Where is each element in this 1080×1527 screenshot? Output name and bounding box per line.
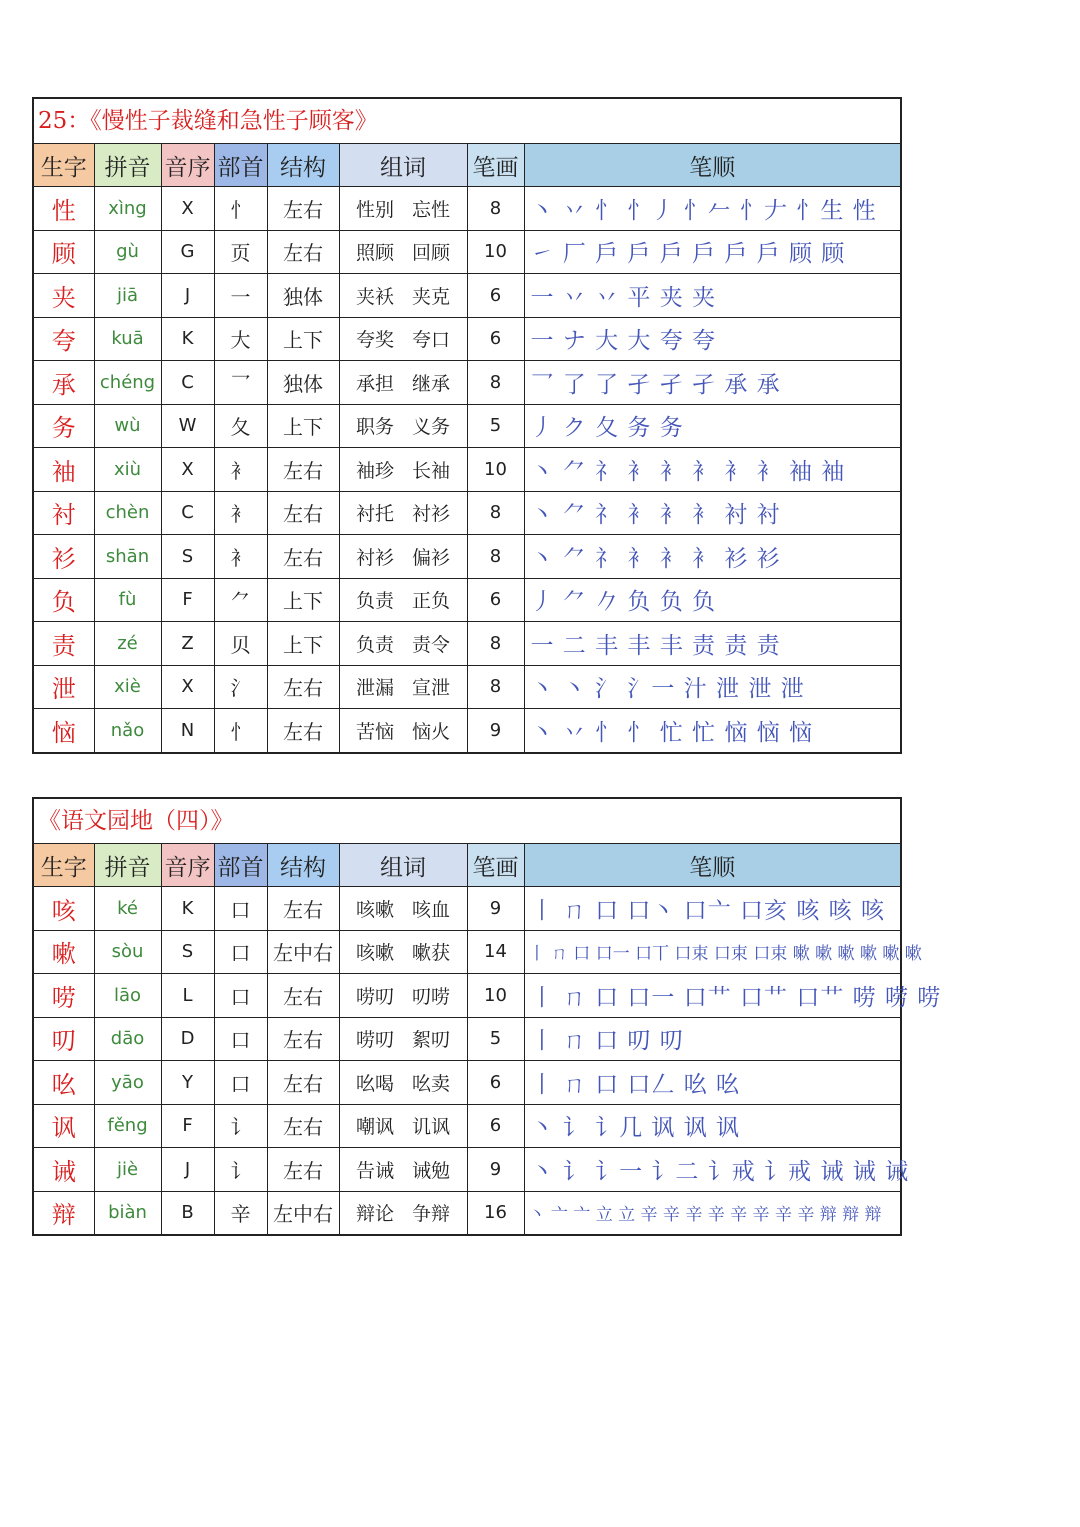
word-1: 衬衫 <box>355 546 394 569</box>
header-structure: 结构 <box>267 144 339 187</box>
words-cell <box>339 274 467 318</box>
word-2: 回顾 <box>412 242 451 265</box>
word-2: 义务 <box>412 416 451 439</box>
stroke-count-cell: 8 <box>467 622 524 666</box>
header-structure: 结构 <box>267 844 339 887</box>
table-row <box>34 622 900 666</box>
table-row <box>34 535 900 579</box>
word-2: 继承 <box>412 372 451 395</box>
stroke-count-cell: 9 <box>467 709 524 752</box>
phonetic-order-cell: J <box>161 274 214 318</box>
language-garden-4-table <box>32 797 942 1236</box>
word-2: 衬衫 <box>412 503 451 526</box>
phonetic-order-cell: W <box>161 404 214 448</box>
table-row <box>34 317 900 361</box>
stroke-order-cell: 丶 丷 忄 忄 忙 忙 恼 恼 恼 <box>524 709 900 752</box>
structure-cell: 左右 <box>267 230 339 274</box>
words-cell <box>339 491 467 535</box>
stroke-order-cell: 丶 丷 忄 忄丿 忄𠂉 忄𠂇 忄生 性 <box>524 187 900 231</box>
word-1: 职务 <box>355 416 394 439</box>
radical-cell: 口 <box>214 930 267 974</box>
stroke-order-cell: 丨 ㄇ 口 口𠃋 吆 吆 <box>524 1061 900 1105</box>
header-strokes: 笔画 <box>467 144 524 187</box>
header-row <box>34 844 900 887</box>
stroke-order-cell: 乛 了 了 孑 孑 孑 承 承 <box>524 361 900 405</box>
stroke-count-cell: 6 <box>467 274 524 318</box>
table-row <box>34 709 900 752</box>
structure-cell: 左右 <box>267 974 339 1018</box>
header-char: 生字 <box>34 144 94 187</box>
stroke-order-cell: 一 二 丰 丰 丰 责 责 责 <box>524 622 900 666</box>
header-char: 生字 <box>34 844 94 887</box>
phonetic-order-cell: N <box>161 709 214 752</box>
pinyin-cell: xiù <box>94 448 161 492</box>
structure-cell: 上下 <box>267 578 339 622</box>
words-cell <box>339 361 467 405</box>
word-2: 嗽获 <box>412 942 451 965</box>
phonetic-order-cell: Y <box>161 1061 214 1105</box>
character-cell: 诫 <box>34 1148 94 1192</box>
radical-cell: 辛 <box>214 1191 267 1234</box>
pinyin-cell: chéng <box>94 361 161 405</box>
structure-cell: 左右 <box>267 1017 339 1061</box>
phonetic-order-cell: Z <box>161 622 214 666</box>
radical-cell: ⺈ <box>214 578 267 622</box>
phonetic-order-cell: F <box>161 578 214 622</box>
stroke-count-cell: 8 <box>467 665 524 709</box>
radical-cell: 乛 <box>214 361 267 405</box>
table-row <box>34 887 900 931</box>
table-row <box>34 1061 900 1105</box>
table-body <box>34 887 942 1235</box>
table-row <box>34 361 900 405</box>
character-cell: 讽 <box>34 1104 94 1148</box>
word-1: 唠叨 <box>355 985 394 1008</box>
pinyin-cell: jiè <box>94 1148 161 1192</box>
words-cell <box>339 1104 467 1148</box>
phonetic-order-cell: X <box>161 665 214 709</box>
words-cell <box>339 709 467 752</box>
pinyin-cell: lāo <box>94 974 161 1018</box>
phonetic-order-cell: S <box>161 535 214 579</box>
words-cell <box>339 317 467 361</box>
header-words: 组词 <box>339 844 467 887</box>
stroke-order-cell: 丿 ク 夂 务 务 <box>524 404 900 448</box>
word-2: 夹克 <box>412 285 451 308</box>
table-row <box>34 1017 900 1061</box>
pinyin-cell: xiè <box>94 665 161 709</box>
phonetic-order-cell: C <box>161 491 214 535</box>
header-sequence: 笔顺 <box>524 144 900 187</box>
phonetic-order-cell: S <box>161 930 214 974</box>
stroke-count-cell: 8 <box>467 361 524 405</box>
phonetic-order-cell: C <box>161 361 214 405</box>
stroke-order-cell: 丶 ⺈ 礻 衤 衤 衤 衬 衬 <box>524 491 900 535</box>
phonetic-order-cell: G <box>161 230 214 274</box>
words-cell <box>339 448 467 492</box>
word-2: 责令 <box>412 633 451 656</box>
word-2: 偏衫 <box>412 546 451 569</box>
radical-cell: 氵 <box>214 665 267 709</box>
pinyin-cell: wù <box>94 404 161 448</box>
stroke-count-cell: 9 <box>467 887 524 931</box>
pinyin-cell: sòu <box>94 930 161 974</box>
structure-cell: 上下 <box>267 622 339 666</box>
table-row <box>34 1191 900 1234</box>
table-row <box>34 448 900 492</box>
structure-cell: 左右 <box>267 1104 339 1148</box>
character-cell: 承 <box>34 361 94 405</box>
character-cell: 袖 <box>34 448 94 492</box>
words-cell <box>339 187 467 231</box>
words-cell <box>339 1061 467 1105</box>
character-cell: 衬 <box>34 491 94 535</box>
table-row <box>34 491 900 535</box>
phonetic-order-cell: L <box>161 974 214 1018</box>
stroke-order-cell: 一 丷 丷 平 夹 夹 <box>524 274 900 318</box>
pinyin-cell: yāo <box>94 1061 161 1105</box>
header-row <box>34 144 900 187</box>
table-row <box>34 230 900 274</box>
word-1: 照顾 <box>355 242 394 265</box>
stroke-order-cell: 丶 丶 氵 氵一 汁 泄 泄 泄 <box>524 665 900 709</box>
pinyin-cell: zé <box>94 622 161 666</box>
pinyin-cell: xìng <box>94 187 161 231</box>
pinyin-cell: nǎo <box>94 709 161 752</box>
character-cell: 辩 <box>34 1191 94 1234</box>
word-2: 讥讽 <box>412 1116 451 1139</box>
pinyin-cell: gù <box>94 230 161 274</box>
word-2: 絮叨 <box>412 1029 451 1052</box>
words-cell <box>339 665 467 709</box>
character-cell: 嗽 <box>34 930 94 974</box>
header-radical: 部首 <box>214 144 267 187</box>
header-order: 音序 <box>161 144 214 187</box>
structure-cell: 独体 <box>267 274 339 318</box>
character-cell: 衫 <box>34 535 94 579</box>
stroke-count-cell: 8 <box>467 491 524 535</box>
word-2: 长袖 <box>412 459 451 482</box>
words-cell <box>339 622 467 666</box>
header-words: 组词 <box>339 144 467 187</box>
radical-cell: 口 <box>214 1017 267 1061</box>
structure-cell: 左右 <box>267 1061 339 1105</box>
pinyin-cell: fěng <box>94 1104 161 1148</box>
word-2: 正负 <box>412 590 451 613</box>
stroke-count-cell: 6 <box>467 578 524 622</box>
word-2: 吆卖 <box>412 1072 451 1095</box>
structure-cell: 上下 <box>267 404 339 448</box>
radical-cell: 忄 <box>214 187 267 231</box>
table-row <box>34 404 900 448</box>
word-2: 诫勉 <box>412 1159 451 1182</box>
character-cell: 吆 <box>34 1061 94 1105</box>
pinyin-cell: shān <box>94 535 161 579</box>
table-row <box>34 187 900 231</box>
stroke-count-cell: 16 <box>467 1191 524 1234</box>
stroke-count-cell: 8 <box>467 187 524 231</box>
stroke-count-cell: 8 <box>467 535 524 579</box>
character-cell: 恼 <box>34 709 94 752</box>
stroke-count-cell: 10 <box>467 448 524 492</box>
words-cell <box>339 930 467 974</box>
radical-cell: 口 <box>214 887 267 931</box>
stroke-order-cell: 丶 讠 讠几 讽 讽 讽 <box>524 1104 900 1148</box>
structure-cell: 左右 <box>267 887 339 931</box>
stroke-count-cell: 6 <box>467 317 524 361</box>
word-2: 叨唠 <box>412 985 451 1008</box>
word-1: 唠叨 <box>355 1029 394 1052</box>
pinyin-cell: ké <box>94 887 161 931</box>
stroke-count-cell: 6 <box>467 1104 524 1148</box>
word-2: 夸口 <box>412 329 451 352</box>
radical-cell: 衤 <box>214 535 267 579</box>
word-1: 负责 <box>355 590 394 613</box>
stroke-order-cell: 丶 讠 讠一 讠二 讠戒 讠戒 诫 诫 诫 <box>524 1148 900 1192</box>
character-cell: 责 <box>34 622 94 666</box>
phonetic-order-cell: J <box>161 1148 214 1192</box>
word-1: 泄漏 <box>355 677 394 700</box>
table-row <box>34 274 900 318</box>
word-1: 袖珍 <box>355 459 394 482</box>
stroke-count-cell: 5 <box>467 404 524 448</box>
words-cell <box>339 578 467 622</box>
character-cell: 咳 <box>34 887 94 931</box>
section-title: 25：《慢性子裁缝和急性子顾客》 <box>34 99 900 144</box>
header-strokes: 笔画 <box>467 844 524 887</box>
radical-cell: 衤 <box>214 491 267 535</box>
phonetic-order-cell: K <box>161 317 214 361</box>
stroke-count-cell: 9 <box>467 1148 524 1192</box>
structure-cell: 左中右 <box>267 930 339 974</box>
radical-cell: 贝 <box>214 622 267 666</box>
radical-cell: 口 <box>214 974 267 1018</box>
word-1: 告诫 <box>355 1159 394 1182</box>
phonetic-order-cell: X <box>161 448 214 492</box>
table-row <box>34 1104 900 1148</box>
structure-cell: 左右 <box>267 665 339 709</box>
character-cell: 叨 <box>34 1017 94 1061</box>
pinyin-cell: jiā <box>94 274 161 318</box>
section-title: 《语文园地（四）》 <box>34 799 900 844</box>
character-cell: 夸 <box>34 317 94 361</box>
header-order: 音序 <box>161 844 214 887</box>
word-1: 咳嗽 <box>355 942 394 965</box>
radical-cell: 页 <box>214 230 267 274</box>
phonetic-order-cell: B <box>161 1191 214 1234</box>
word-2: 恼火 <box>412 720 451 743</box>
radical-cell: 忄 <box>214 709 267 752</box>
lesson-25-table <box>32 97 902 754</box>
word-2: 宣泄 <box>412 677 451 700</box>
header-pinyin: 拼音 <box>94 844 161 887</box>
structure-cell: 上下 <box>267 317 339 361</box>
phonetic-order-cell: X <box>161 187 214 231</box>
words-cell <box>339 1017 467 1061</box>
stroke-count-cell: 10 <box>467 974 524 1018</box>
character-cell: 性 <box>34 187 94 231</box>
stroke-order-cell: 丨 ㄇ 口 口一 口丅 口束 口束 口束 嗽 嗽 嗽 嗽 嗽 嗽 <box>524 930 900 974</box>
table-row <box>34 578 900 622</box>
word-2: 争辩 <box>412 1203 451 1226</box>
pinyin-cell: chèn <box>94 491 161 535</box>
radical-cell: 口 <box>214 1061 267 1105</box>
pinyin-cell: kuā <box>94 317 161 361</box>
radical-cell: 讠 <box>214 1148 267 1192</box>
stroke-order-cell: 丨 ㄇ 口 口一 口艹 口艹 口艹 唠 唠 唠 <box>524 974 900 1018</box>
stroke-count-cell: 14 <box>467 930 524 974</box>
word-2: 忘性 <box>412 198 451 221</box>
structure-cell: 左右 <box>267 535 339 579</box>
structure-cell: 左右 <box>267 491 339 535</box>
stroke-order-cell: 丨 ㄇ 口 叨 叨 <box>524 1017 900 1061</box>
phonetic-order-cell: D <box>161 1017 214 1061</box>
pinyin-cell: biàn <box>94 1191 161 1234</box>
pinyin-cell: dāo <box>94 1017 161 1061</box>
radical-cell: 夂 <box>214 404 267 448</box>
stroke-order-cell: 丶 亠 亠 立 立 辛 辛 辛 辛 辛 辛 辛 辛 辩 辩 辩 <box>524 1191 900 1234</box>
character-table <box>34 844 942 1234</box>
words-cell <box>339 1191 467 1234</box>
structure-cell: 左中右 <box>267 1191 339 1234</box>
stroke-order-cell: 丨 ㄇ 口 口丶 口亠 口亥 咳 咳 咳 <box>524 887 900 931</box>
character-table <box>34 144 900 752</box>
word-1: 辩论 <box>355 1203 394 1226</box>
word-1: 夹袄 <box>355 285 394 308</box>
radical-cell: 讠 <box>214 1104 267 1148</box>
words-cell <box>339 535 467 579</box>
character-cell: 夹 <box>34 274 94 318</box>
stroke-count-cell: 5 <box>467 1017 524 1061</box>
table-body <box>34 187 900 752</box>
header-radical: 部首 <box>214 844 267 887</box>
structure-cell: 独体 <box>267 361 339 405</box>
stroke-order-cell: 丶 ⺈ 礻 衤 衤 衤 衤 衤 袖 袖 <box>524 448 900 492</box>
words-cell <box>339 1148 467 1192</box>
character-cell: 负 <box>34 578 94 622</box>
stroke-count-cell: 6 <box>467 1061 524 1105</box>
structure-cell: 左右 <box>267 1148 339 1192</box>
words-cell <box>339 404 467 448</box>
words-cell <box>339 230 467 274</box>
word-1: 咳嗽 <box>355 898 394 921</box>
word-1: 衬托 <box>355 503 394 526</box>
radical-cell: 一 <box>214 274 267 318</box>
header-pinyin: 拼音 <box>94 144 161 187</box>
words-cell <box>339 887 467 931</box>
stroke-order-cell: ㇀ 厂 戶 戶 戶 戶 戶 戶 顾 顾 <box>524 230 900 274</box>
stroke-order-cell: 丿 ⺈ 𠂊 负 负 负 <box>524 578 900 622</box>
table-row <box>34 930 900 974</box>
word-1: 嘲讽 <box>355 1116 394 1139</box>
character-cell: 泄 <box>34 665 94 709</box>
word-1: 承担 <box>355 372 394 395</box>
word-1: 负责 <box>355 633 394 656</box>
radical-cell: 衤 <box>214 448 267 492</box>
structure-cell: 左右 <box>267 187 339 231</box>
words-cell <box>339 974 467 1018</box>
radical-cell: 大 <box>214 317 267 361</box>
stroke-order-cell: 丶 ⺈ 礻 衤 衤 衤 衫 衫 <box>524 535 900 579</box>
character-cell: 务 <box>34 404 94 448</box>
word-1: 夸奖 <box>355 329 394 352</box>
table-row <box>34 1148 900 1192</box>
table-row <box>34 974 900 1018</box>
word-2: 咳血 <box>412 898 451 921</box>
structure-cell: 左右 <box>267 448 339 492</box>
pinyin-cell: fù <box>94 578 161 622</box>
stroke-count-cell: 10 <box>467 230 524 274</box>
phonetic-order-cell: F <box>161 1104 214 1148</box>
header-sequence: 笔顺 <box>524 844 900 887</box>
structure-cell: 左右 <box>267 709 339 752</box>
word-1: 性别 <box>355 198 394 221</box>
character-cell: 唠 <box>34 974 94 1018</box>
phonetic-order-cell: K <box>161 887 214 931</box>
word-1: 苦恼 <box>355 720 394 743</box>
word-1: 吆喝 <box>355 1072 394 1095</box>
table-row <box>34 665 900 709</box>
character-cell: 顾 <box>34 230 94 274</box>
stroke-order-cell: 一 ナ 大 大 夸 夸 <box>524 317 900 361</box>
